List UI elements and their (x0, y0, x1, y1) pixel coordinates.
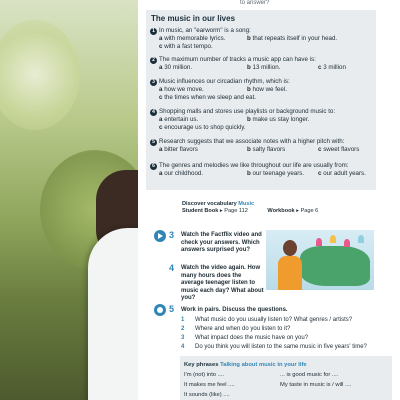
quiz-question: 2 The maximum number of tracks a music app can have is: a 30 million. b 13 million. c 3 million (150, 56, 374, 72)
discover-title: Discover vocabulary (182, 201, 237, 207)
key-phrase: It sounds (like) .... (184, 392, 230, 398)
key-phrase: It makes me feel .... (184, 382, 235, 388)
pair-work-icon (154, 304, 166, 316)
quiz-question: 4 Shopping malls and stores use playlists or background music to: a entertain us. b make us stay longer. c encourage us to shop quickly. (150, 108, 374, 132)
key-phrases-box (180, 356, 392, 400)
video-play-icon[interactable] (154, 230, 166, 242)
student-book-ref[interactable]: Student Book ▸ Page 112 (182, 208, 248, 214)
quiz-box (146, 10, 376, 190)
workbook-ref[interactable]: Workbook ▸ Page 6 (267, 208, 319, 214)
key-phrase: My taste in music is / will .... (280, 382, 352, 388)
hero-photo (0, 0, 138, 400)
quiz-question: 5 Research suggests that we associate notes with a higher pitch with: a bitter flavors b salty flavors c sweet flavors (150, 138, 374, 154)
presenter (276, 240, 304, 290)
discover-vocabulary (182, 201, 336, 215)
key-phrase: ... is good music for .... (280, 372, 339, 378)
discussion-question: 4 Do you think you will listen to the same music in five years' time? (181, 344, 367, 350)
quiz-title: The music in our lives (151, 14, 236, 23)
key-phrase: I'm (not) into .... (184, 372, 225, 378)
quiz-question: 3 Music influences our circadian rhythm, which is: a how we move. b how we feel. c the times when we sleep and eat. (150, 78, 374, 102)
ice-cream-icon (344, 239, 350, 247)
bokeh-light (0, 20, 80, 130)
factflix-video-thumbnail[interactable] (266, 230, 374, 290)
previous-text: to answer? (240, 0, 270, 6)
person-shoulder (88, 228, 138, 400)
discussion-question: 2 Where and when do you listen to it? (181, 326, 291, 332)
usa-map-illustration (300, 246, 370, 286)
key-phrases-topic: Talking about music in your life (220, 362, 307, 368)
task-4-text: Watch the video again. How many hours does the average teenager listen to music each day? What about you? (181, 265, 264, 301)
key-phrases-title: Key phrases (184, 362, 219, 368)
discover-topic: Music (238, 201, 255, 207)
ice-cream-icon (316, 238, 322, 246)
discussion-question: 1 What music do you usually listen to? What genres / artists? (181, 317, 353, 323)
ice-cream-icon (358, 235, 364, 243)
ice-cream-icon (330, 235, 336, 243)
discussion-question: 3 What impact does the music have on you? (181, 335, 309, 341)
task-3-text: Watch the Factflix video and check your answers. Which answers surprised you? (181, 232, 262, 253)
task-4-number: 4 (169, 263, 175, 273)
quiz-question: 6 The genres and melodies we like throughout our life are usually from: a our childhood. b our teenage years. c our adult years. (150, 162, 374, 178)
quiz-question: 1 In music, an "earworm" is a song: a with memorable lyrics. b that repeats itself in your head. c with a fast tempo. (150, 27, 374, 51)
task-3-number: 3 (169, 230, 175, 240)
task-5-text: Work in pairs. Discuss the questions. (181, 307, 288, 313)
task-5-number: 5 (169, 304, 175, 314)
